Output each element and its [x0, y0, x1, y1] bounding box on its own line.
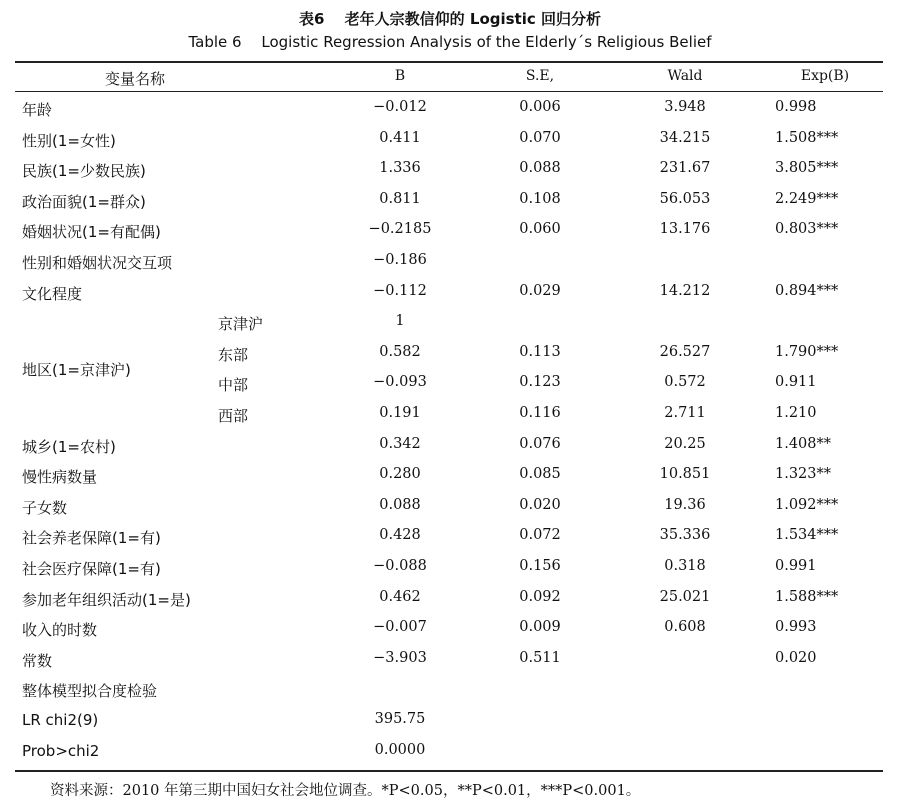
cell-exp: 0.803*** [775, 221, 839, 238]
row-label: 整体模型拟合度检验 [22, 682, 158, 701]
cell-exp: 1.534*** [775, 527, 839, 544]
cell-se: 0.123 [519, 374, 561, 391]
cell-b: 0.0000 [374, 741, 426, 758]
cell-b: −0.186 [373, 252, 427, 268]
table-row [0, 405, 900, 429]
row-label: 社会医疗保障(1=有) [22, 560, 161, 578]
cell-exp: 0.020 [775, 649, 817, 666]
cell-b: −0.093 [373, 374, 427, 391]
cell-se: 0.070 [519, 129, 561, 146]
footnote: 资料来源：2010 年第三期中国妇女社会地位调查。*P<0.05，**P<0.01，***P<0.001。 [50, 783, 641, 799]
row-label: 慢性病数量 [22, 468, 98, 487]
cell-wald: 2.711 [664, 405, 706, 421]
row-sublabel: 西部 [218, 407, 249, 425]
cell-exp: 3.805*** [775, 160, 839, 177]
row-label: 收入的时数 [22, 621, 98, 640]
cell-se: 0.020 [519, 496, 561, 513]
cell-wald: 19.36 [664, 496, 706, 513]
header-se: S.E, [525, 68, 555, 84]
cell-se: 0.060 [519, 221, 561, 238]
header-exp: Exp(B) [800, 68, 850, 84]
cell-b: 0.428 [379, 527, 421, 544]
table-row [0, 680, 900, 704]
cell-wald: 3.948 [664, 99, 706, 115]
cell-b: −0.088 [373, 558, 427, 574]
cell-exp: 1.790*** [775, 343, 839, 360]
cell-b: −0.007 [373, 619, 427, 636]
cell-wald: 13.176 [659, 221, 711, 238]
cell-se: 0.029 [519, 282, 561, 299]
table-row [0, 466, 900, 490]
cell-b: 0.462 [379, 588, 421, 605]
header-wald: Wald [667, 68, 703, 84]
cell-b: 1.336 [379, 160, 421, 177]
table-row [0, 619, 900, 643]
cell-b: 0.811 [379, 190, 421, 207]
cell-se: 0.072 [519, 527, 561, 544]
cell-exp: 2.249*** [775, 190, 839, 207]
table-row [0, 558, 900, 582]
row-label: 婚姻状况(1=有配偶) [22, 223, 161, 242]
cell-se: 0.116 [519, 405, 561, 421]
row-label: 政治面貌(1=群众) [22, 192, 146, 211]
cell-b: −3.903 [373, 649, 427, 666]
table-row [0, 221, 900, 245]
row-label: 参加老年组织活动(1=是) [22, 590, 191, 609]
row-label: 社会养老保障(1=有) [22, 529, 161, 548]
row-label: 子女数 [22, 498, 68, 517]
table-row [0, 374, 900, 398]
table-row [0, 589, 900, 613]
cell-b: 0.411 [379, 129, 421, 146]
cell-wald: 14.212 [659, 282, 711, 299]
table-title-cn: 表6 老年人宗教信仰的 Logistic 回归分析 [299, 10, 601, 28]
cell-wald: 0.608 [664, 619, 706, 636]
cell-b: 0.191 [379, 405, 421, 421]
row-label: 性别(1=女性) [22, 131, 116, 150]
row-label: 民族(1=少数民族) [22, 162, 146, 181]
row-label: Prob>chi2 [22, 741, 100, 760]
cell-wald: 35.336 [659, 527, 711, 544]
cell-exp: 1.588*** [775, 588, 839, 605]
cell-se: 0.108 [519, 190, 561, 207]
cell-wald: 10.851 [659, 466, 711, 483]
table-row [0, 191, 900, 215]
cell-exp: 1.092*** [775, 496, 839, 513]
cell-se: 0.092 [519, 588, 561, 605]
table-title-en: Table 6 Logistic Regression Analysis of the Elderly´s Religious Belief [188, 33, 712, 51]
cell-wald: 0.318 [664, 558, 706, 574]
top-rule [15, 61, 883, 63]
table-row [0, 436, 900, 460]
row-label: LR chi2(9) [22, 711, 99, 729]
cell-b: 0.582 [379, 343, 421, 360]
table-row [0, 99, 900, 123]
table-row [0, 497, 900, 521]
cell-b: 395.75 [374, 711, 426, 727]
cell-b: −0.012 [373, 99, 427, 115]
cell-wald: 231.67 [659, 160, 711, 177]
table-row [0, 650, 900, 674]
row-label: 性别和婚姻状况交互项 [22, 254, 173, 272]
cell-exp: 1.323** [775, 466, 832, 483]
cell-wald: 0.572 [664, 374, 706, 391]
cell-exp: 0.911 [775, 374, 817, 391]
cell-exp: 0.991 [775, 558, 817, 574]
cell-b: 0.342 [379, 435, 421, 452]
cell-exp: 1.210 [775, 405, 817, 421]
table-row [0, 711, 900, 735]
table-row [0, 527, 900, 551]
cell-se: 0.088 [519, 160, 561, 177]
row-sublabel: 东部 [218, 345, 249, 364]
cell-se: 0.113 [519, 343, 561, 360]
cell-b: −0.112 [373, 282, 427, 299]
region-label: 地区(1=京津沪) [22, 361, 131, 379]
cell-se: 0.076 [519, 435, 561, 452]
header-rule [15, 91, 883, 92]
cell-exp: 0.993 [775, 619, 817, 636]
bottom-rule [15, 770, 883, 772]
cell-wald: 25.021 [659, 588, 711, 605]
table-row [0, 160, 900, 184]
cell-se: 0.085 [519, 466, 561, 483]
cell-wald: 26.527 [659, 343, 711, 360]
cell-b: 0.088 [379, 496, 421, 513]
table-row [0, 130, 900, 154]
cell-wald: 20.25 [664, 435, 706, 452]
header-variable: 变量名称 [104, 70, 165, 88]
cell-exp: 0.998 [775, 99, 817, 115]
cell-se: 0.156 [519, 558, 561, 574]
cell-b: 1 [395, 313, 405, 330]
cell-exp: 0.894*** [775, 282, 839, 299]
row-sublabel: 中部 [218, 376, 249, 395]
row-label: 文化程度 [22, 284, 83, 303]
cell-se: 0.009 [519, 619, 561, 636]
cell-wald: 56.053 [659, 190, 711, 207]
table-row [0, 283, 900, 307]
row-label: 城乡(1=农村) [22, 437, 116, 456]
cell-se: 0.006 [519, 99, 561, 115]
cell-se: 0.511 [519, 649, 561, 666]
table-row [0, 252, 900, 276]
row-label: 年龄 [22, 101, 53, 119]
row-label: 常数 [22, 651, 53, 670]
cell-b: 0.280 [379, 466, 421, 483]
cell-exp: 1.508*** [775, 129, 839, 146]
cell-b: −0.2185 [368, 221, 432, 238]
row-sublabel: 京津沪 [218, 315, 264, 334]
cell-wald: 34.215 [659, 129, 711, 146]
header-b: B [394, 68, 406, 84]
table-row [0, 344, 900, 368]
cell-exp: 1.408** [775, 435, 832, 452]
table-row [0, 742, 900, 766]
table-row [0, 313, 900, 337]
